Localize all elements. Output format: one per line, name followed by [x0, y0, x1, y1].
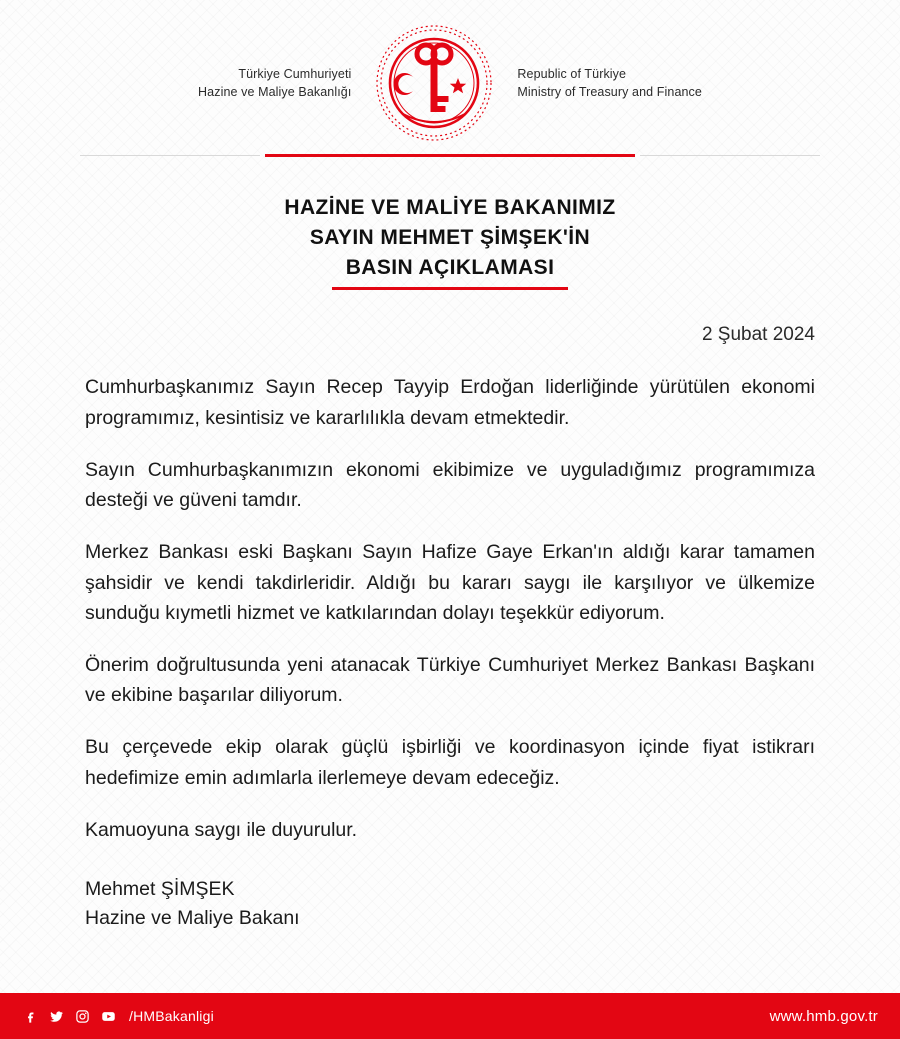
social-handle[interactable]: /HMBakanligi	[129, 1008, 214, 1024]
document-footer	[0, 993, 900, 1039]
footer-social	[22, 1008, 214, 1025]
paragraph: Cumhurbaşkanımız Sayın Recep Tayyip Erdoğan liderliğinde yürütülen ekonomi programımız, kesintisiz ve kararlılıkla devam etmektedir.	[85, 376, 815, 429]
paragraph: Bu çerçevede ekip olarak güçlü işbirliği ve koordinasyon içinde fiyat istikrarı hedefimize emin adımlarla ilerlemeye devam edeceğiz.	[85, 736, 815, 789]
page-title-line2: SAYIN MEHMET ŞİMŞEK'İN	[309, 225, 591, 249]
header-divider-accent	[265, 154, 635, 157]
header-divider-right	[640, 155, 820, 156]
brand-turkish	[198, 65, 373, 101]
youtube-icon[interactable]	[100, 1008, 117, 1025]
header-divider-left	[80, 155, 260, 156]
signature-block	[85, 875, 815, 934]
instagram-icon[interactable]	[74, 1008, 91, 1025]
footer-website[interactable]: www.hmb.gov.tr	[769, 1007, 878, 1025]
document-header	[0, 0, 900, 144]
brand-english	[495, 65, 702, 101]
brand-turkish-line2: Hazine ve Maliye Bakanlığı	[198, 85, 352, 99]
document-date: 2 Şubat 2024	[701, 324, 815, 346]
signature-name: Mehmet ŞİMŞEK	[85, 878, 235, 901]
paragraph: Kamuoyuna saygı ile duyurulur.	[85, 818, 358, 841]
brand-english-line1: Republic of Türkiye	[517, 66, 627, 81]
page-title	[0, 193, 900, 290]
signature-title: Hazine ve Maliye Bakanı	[85, 907, 300, 930]
brand-english-line2: Ministry of Treasury and Finance	[517, 85, 702, 99]
paragraph: Merkez Bankası eski Başkanı Sayın Hafize Gaye Erkan'ın aldığı karar tamamen şahsidir ve kendi takdirleridir. Aldığı bu kararı saygı ile karşılıyor ve ülkemize sunduğu kıymetli hizmet ve katkılarından dolayı teşekkür ediyorum.	[85, 541, 815, 624]
twitter-icon[interactable]	[48, 1008, 65, 1025]
page-title-line3: BASIN AÇIKLAMASI	[345, 255, 555, 279]
document-body	[0, 290, 900, 993]
header-divider	[80, 154, 820, 157]
social-icons	[22, 1008, 117, 1025]
turkey-treasury-finance-emblem-icon	[373, 22, 495, 144]
paragraph: Sayın Cumhurbaşkanımızın ekonomi ekibimize ve uyguladığımız programımıza desteği ve güveni tamdır.	[85, 458, 815, 512]
paragraph: Önerim doğrultusunda yeni atanacak Türkiye Cumhuriyet Merkez Bankası Başkanı ve ekibine başarılar diliyorum.	[85, 653, 815, 707]
brand-turkish-line1: Türkiye Cumhuriyeti	[238, 66, 352, 81]
page-title-line1: HAZİNE VE MALİYE BAKANIMIZ	[284, 196, 616, 219]
facebook-icon[interactable]	[22, 1008, 39, 1025]
